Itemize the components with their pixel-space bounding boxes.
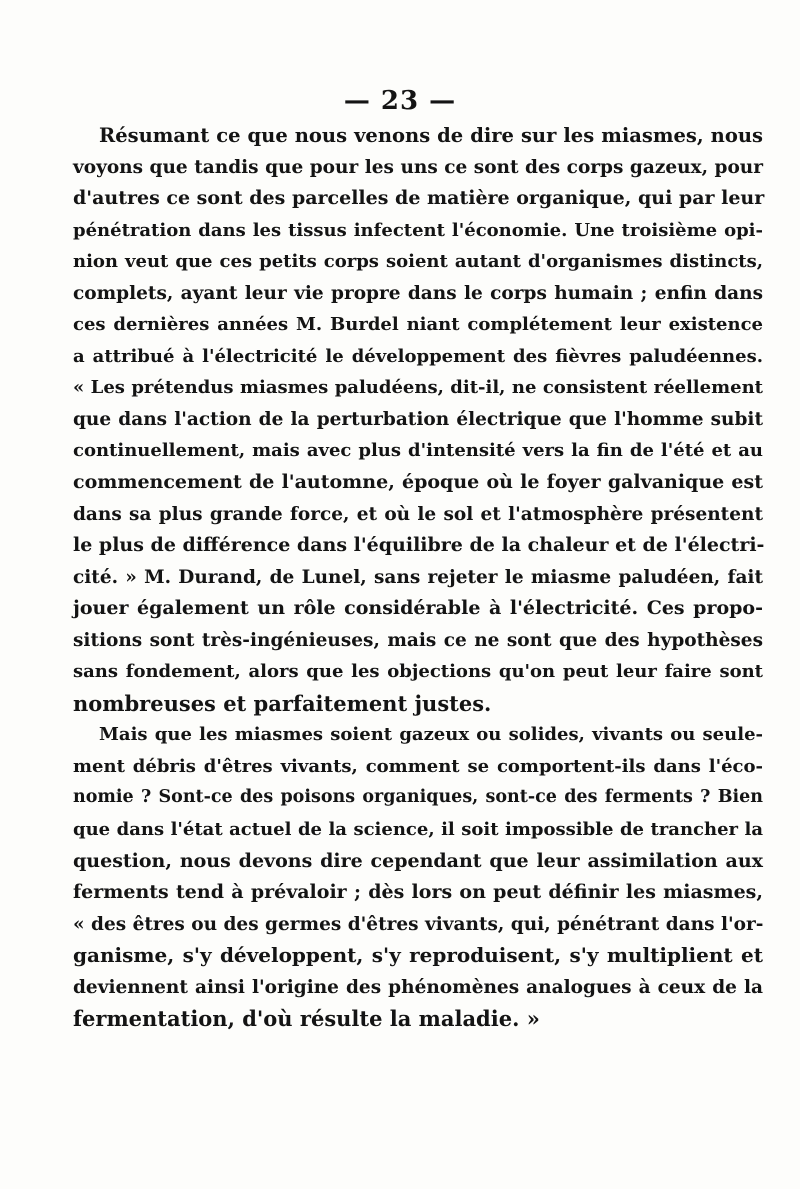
text-line: d'autres ce sont des parcelles de matière organique, qui par leur: [73, 187, 765, 210]
text-line: deviennent ainsi l'origine des phénomènes analogues à ceux de la: [73, 976, 763, 998]
text-line: a attribué à l'électricité le développement des fièvres paludéennes.: [73, 345, 763, 367]
text-line: que dans l'état actuel de la science, il soit impossible de trancher la: [73, 819, 763, 841]
text-line: « Les prétendus miasmes paludéens, dit-il, ne consistent réellement: [73, 377, 763, 399]
text-line: continuellement, mais avec plus d'intensité vers la fin de l'été et au: [73, 440, 763, 462]
text-line: ces dernières années M. Burdel niant complétement leur existence: [73, 314, 763, 336]
text-line: fermentation, d'où résulte la maladie. »: [73, 1006, 540, 1032]
text-line: « des êtres ou des germes d'êtres vivants, qui, pénétrant dans l'or-: [73, 913, 764, 935]
text-line: ferments tend à prévaloir ; dès lors on peut définir les miasmes,: [73, 881, 763, 904]
text-line: Résumant ce que nous venons de dire sur les miasmes, nous: [99, 124, 763, 147]
text-line: voyons que tandis que pour les uns ce sont des corps gazeux, pour: [73, 156, 763, 178]
text-line: question, nous devons dire cependant que leur assimilation aux: [73, 849, 763, 872]
text-line: ment débris d'êtres vivants, comment se comportent-ils dans l'éco-: [73, 755, 763, 777]
text-line: jouer également un rôle considérable à l'électricité. Ces propo-: [73, 597, 763, 620]
text-line: sitions sont très-ingénieuses, mais ce ne sont que des hypothèses: [73, 629, 763, 651]
text-line: le plus de différence dans l'équilibre de la chaleur et de l'électri-: [73, 534, 765, 557]
text-line: ganisme, s'y développent, s'y reproduisent, s'y multiplient et: [73, 943, 763, 968]
text-line: cité. » M. Durand, de Lunel, sans rejeter le miasme paludéen, fait: [73, 566, 763, 588]
text-line: que dans l'action de la perturbation électrique que l'homme subit: [73, 408, 763, 430]
text-line: Mais que les miasmes soient gazeux ou solides, vivants ou seule-: [99, 724, 763, 746]
text-line: dans sa plus grande force, et où le sol et l'atmosphère présentent: [73, 503, 763, 525]
text-line: nion veut que ces petits corps soient autant d'organismes distincts,: [73, 251, 763, 273]
text-line: pénétration dans les tissus infectent l'économie. Une troisième opi-: [73, 219, 763, 241]
text-line: nomie ? Sont-ce des poisons organiques, sont-ce des ferments ? Bien: [73, 787, 763, 808]
text-line: nombreuses et parfaitement justes.: [73, 690, 492, 716]
text-line: commencement de l'automne, époque où le foyer galvanique est: [73, 471, 763, 494]
body-text: [73, 120, 763, 1035]
text-line: complets, ayant leur vie propre dans le corps humain ; enfin dans: [73, 282, 763, 304]
text-line: sans fondement, alors que les objections qu'on peut leur faire sont: [73, 661, 763, 683]
page-number: — 23 —: [343, 86, 457, 116]
